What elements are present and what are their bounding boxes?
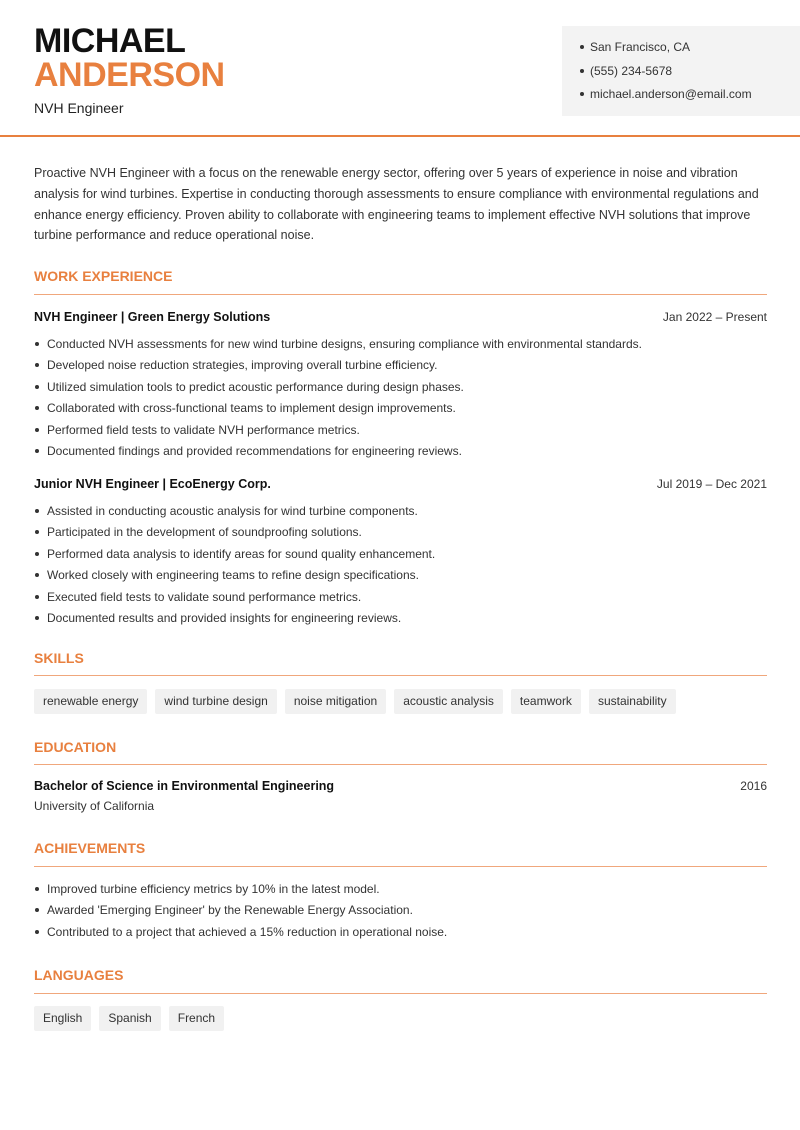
list-item: Contributed to a project that achieved a 15% reduction in operational noise. xyxy=(34,924,767,945)
work-experience-divider xyxy=(34,294,767,295)
job-2-row xyxy=(34,477,767,495)
list-item: Participated in the development of soundproofing solutions. xyxy=(34,524,767,545)
list-item: Worked closely with engineering teams to refine design specifications. xyxy=(34,567,767,588)
list-item: Performed field tests to validate NVH performance metrics. xyxy=(34,422,767,443)
languages-title: LANGUAGES xyxy=(34,967,124,983)
list-item: Executed field tests to validate sound performance metrics. xyxy=(34,589,767,610)
list-item: Documented results and provided insights for engineering reviews. xyxy=(34,610,767,631)
education-degree: Bachelor of Science in Environmental Engineering xyxy=(34,779,335,793)
skills-title: SKILLS xyxy=(34,650,84,666)
resume-header xyxy=(0,0,800,137)
list-item: Awarded 'Emerging Engineer' by the Renewable Energy Association. xyxy=(34,902,767,923)
skill-tag: noise mitigation xyxy=(285,689,386,714)
list-item: Developed noise reduction strategies, improving overall turbine efficiency. xyxy=(34,357,767,378)
education-year: 2016 xyxy=(740,779,767,793)
skills-tags xyxy=(34,689,676,714)
achievements-list xyxy=(34,881,767,945)
list-item: Improved turbine efficiency metrics by 10% in the latest model. xyxy=(34,881,767,902)
language-tag: English xyxy=(34,1006,91,1031)
job-1-heading: NVH Engineer | Green Energy Solutions xyxy=(34,310,271,324)
education-title: EDUCATION xyxy=(34,739,117,755)
list-item: Collaborated with cross-functional teams to implement design improvements. xyxy=(34,400,767,421)
skill-tag: renewable energy xyxy=(34,689,147,714)
list-item: Documented findings and provided recommendations for engineering reviews. xyxy=(34,443,767,464)
job-2-heading: Junior NVH Engineer | EcoEnergy Corp. xyxy=(34,477,271,491)
contact-phone: (555) 234-5678 xyxy=(580,63,800,87)
skill-tag: wind turbine design xyxy=(155,689,276,714)
skill-tag: sustainability xyxy=(589,689,676,714)
achievements-title: ACHIEVEMENTS xyxy=(34,840,146,856)
contact-email: michael.anderson@email.com xyxy=(580,86,800,110)
contact-location: San Francisco, CA xyxy=(580,39,800,63)
skill-tag: acoustic analysis xyxy=(394,689,503,714)
education-school: University of California xyxy=(34,799,155,813)
job-1-row xyxy=(34,310,767,328)
work-experience-title: WORK EXPERIENCE xyxy=(34,268,173,284)
list-item: Utilized simulation tools to predict acoustic performance during design phases. xyxy=(34,379,767,400)
first-name: MICHAEL xyxy=(34,22,186,60)
job-1-bullets xyxy=(34,336,767,464)
language-tag: French xyxy=(169,1006,224,1031)
skills-divider xyxy=(34,675,767,676)
list-item: Performed data analysis to identify areas for sound quality enhancement. xyxy=(34,546,767,567)
language-tag: Spanish xyxy=(99,1006,160,1031)
job-2-dates: Jul 2019 – Dec 2021 xyxy=(656,477,767,491)
summary: Proactive NVH Engineer with a focus on the renewable energy sector, offering over 5 years of experience in noise and vibration analysis for wind turbines. Expertise in conducting thorough assessments to ensure compliance with environmental regulations and enhance energy efficiency. Proven ability to collaborate with engineering teams to implement effective NVH solutions that improve turbine performance and reduce operational noise. xyxy=(34,166,759,243)
list-item: Assisted in conducting acoustic analysis for wind turbine components. xyxy=(34,503,767,524)
languages-tags xyxy=(34,1006,224,1031)
education-divider xyxy=(34,764,767,765)
job-title: NVH Engineer xyxy=(34,100,124,116)
job-1-dates: Jan 2022 – Present xyxy=(662,310,767,324)
last-name: ANDERSON xyxy=(34,56,225,94)
job-2-bullets xyxy=(34,503,767,631)
list-item: Conducted NVH assessments for new wind turbine designs, ensuring compliance with environmental standards. xyxy=(34,336,767,357)
contact-box xyxy=(562,26,800,116)
languages-divider xyxy=(34,993,767,994)
skill-tag: teamwork xyxy=(511,689,581,714)
achievements-divider xyxy=(34,866,767,867)
